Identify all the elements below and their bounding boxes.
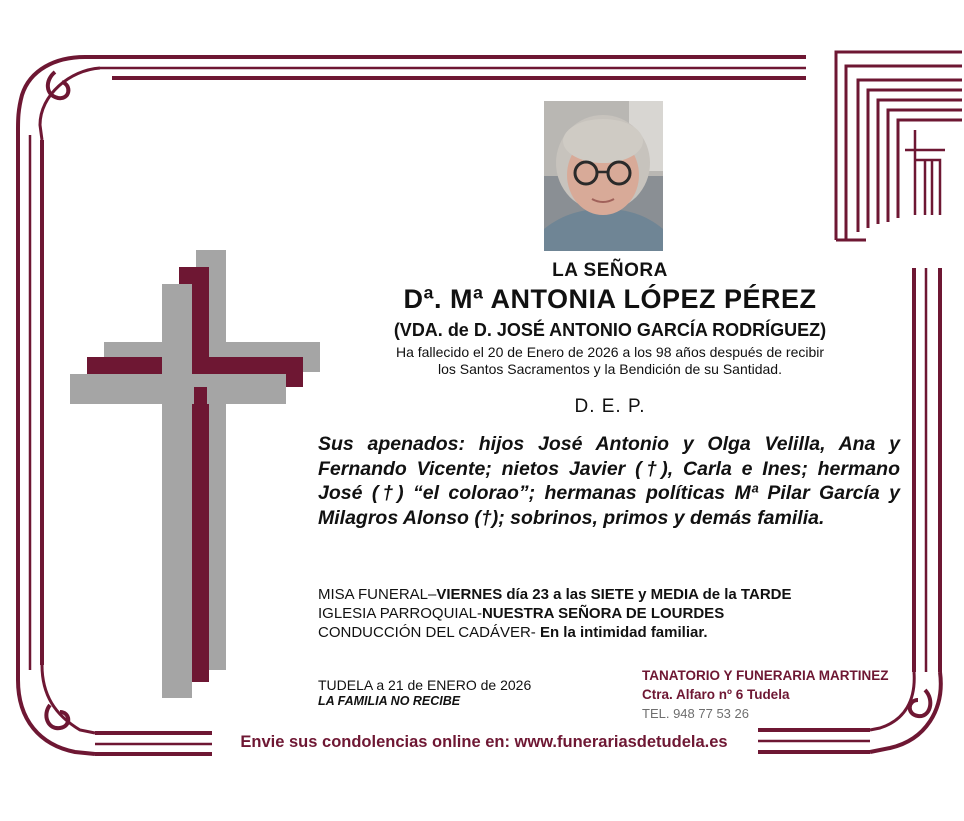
death-notice	[300, 344, 920, 378]
title-la-senora: LA SEÑORA	[552, 260, 668, 281]
conduction-label: CONDUCCIÓN DEL CADÁVER-	[318, 624, 540, 641]
online-condolences: Envie sus condolencias online en: www.funerariasdetudela.es	[240, 733, 728, 751]
portrait-photo	[544, 101, 663, 251]
mass-label: MISA FUNERAL–	[318, 586, 437, 603]
no-visits-note: LA FAMILIA NO RECIBE	[318, 694, 461, 708]
mass-line	[318, 586, 791, 603]
dep: D. E. P.	[574, 396, 646, 417]
funeral-home-address: Ctra. Alfaro nº 6 Tudela	[642, 687, 790, 702]
conduction-line	[318, 624, 708, 641]
widow-of: (VDA. de D. JOSÉ ANTONIO GARCÍA RODRÍGUEZ)	[393, 320, 827, 340]
death-line-1: Ha fallecido el 20 de Enero de 2026 a los 98 años después de recibir	[395, 344, 825, 360]
funeral-home-name: TANATORIO Y FUNERARIA MARTINEZ	[642, 668, 889, 683]
mass-value: VIERNES día 23 a las SIETE y MEDIA de la TARDE	[436, 586, 792, 603]
conduction-value: En la intimidad familiar.	[539, 624, 708, 641]
funeral-home-phone: TEL. 948 77 53 26	[642, 706, 749, 721]
church-label: IGLESIA PARROQUIAL-	[318, 605, 482, 622]
church-line	[318, 605, 724, 622]
mourners-text: Sus apenados: hijos José Antonio y Olga Velilla, Ana y Fernando Vicente; nietos Javier (†), Carla e Ines; hermano José (†) “el colorao”; hermanas políticas Mª Pilar García y Milagros Alonso (†); sobrinos, primos y demás familia.	[318, 433, 900, 529]
cross-icon	[70, 250, 320, 700]
deceased-name: Dª. Mª ANTONIA LÓPEZ PÉREZ	[403, 284, 817, 314]
death-line-2: los Santos Sacramentos y la Bendición de su Santidad.	[438, 361, 782, 377]
church-value: NUESTRA SEÑORA DE LOURDES	[481, 605, 725, 622]
place-date: TUDELA a 21 de ENERO de 2026	[318, 677, 532, 693]
